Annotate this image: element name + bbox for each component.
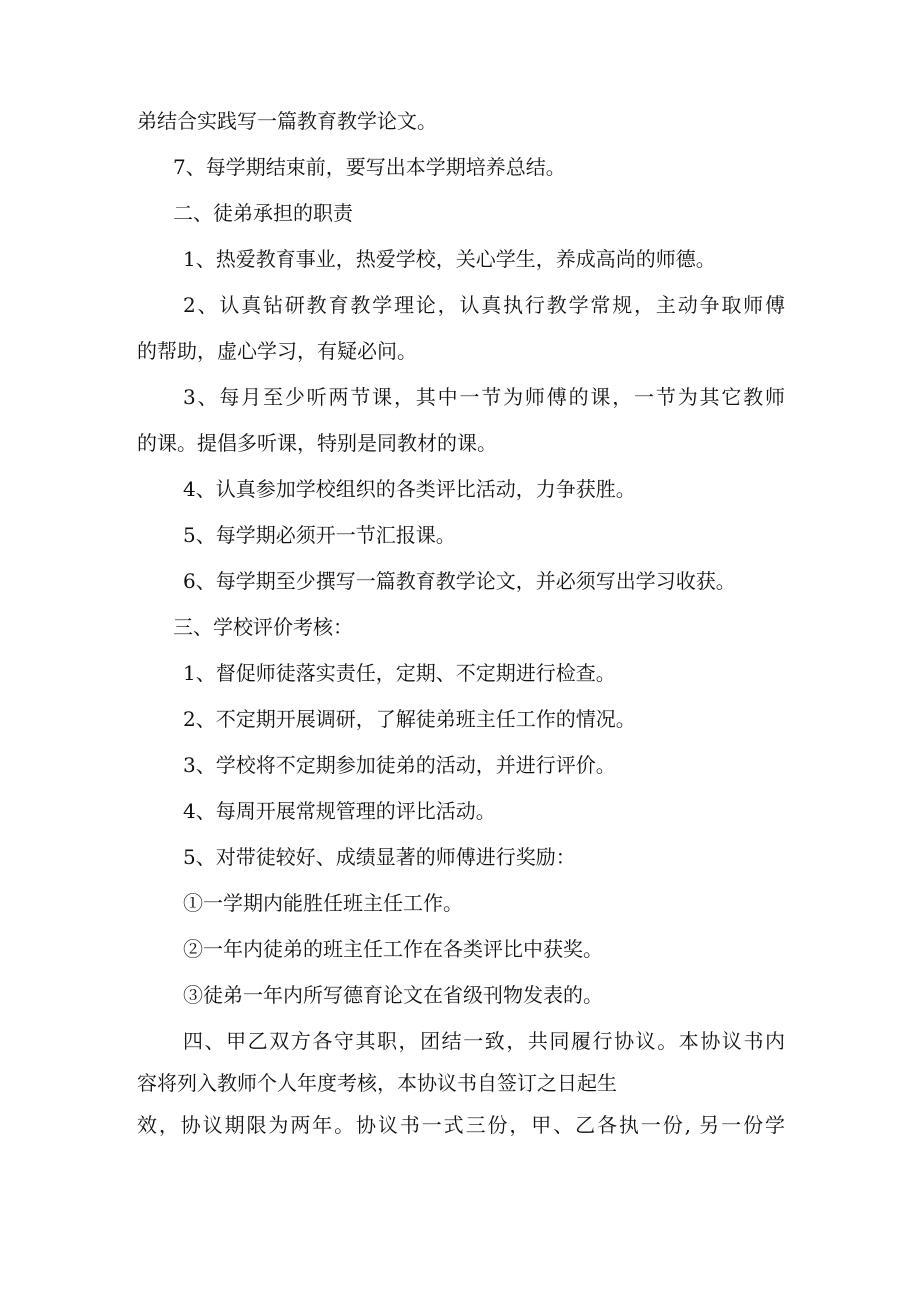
text-line: 2、认真钻研教育教学理论，认真执行教学常规，主动争取师傅 [183, 293, 785, 317]
document-body [137, 98, 785, 1148]
text-line: 3、学校将不定期参加徒弟的活动，并进行评价。 [183, 753, 616, 777]
section-heading: 三、学校评价考核： [173, 615, 353, 639]
text-line: 的帮助，虚心学习，有疑必问。 [137, 339, 417, 363]
text-line: ②一年内徒弟的班主任工作在各类评比中获奖。 [183, 937, 603, 961]
text-line: 7、每学期结束前，要写出本学期培养总结。 [173, 155, 566, 179]
text-line: 3、每月至少听两节课，其中一节为师傅的课，一节为其它教师 [183, 385, 785, 409]
text-line: 1、热爱教育事业，热爱学校，关心学生，养成高尚的师德。 [183, 247, 716, 271]
text-line: 4、每周开展常规管理的评比活动。 [183, 799, 496, 823]
text-line: 1、督促师徒落实责任，定期、不定期进行检查。 [183, 661, 616, 685]
section-heading: 二、徒弟承担的职责 [173, 201, 353, 225]
text-line: ①一学期内能胜任班主任工作。 [183, 891, 463, 915]
text-line: 6、每学期至少撰写一篇教育教学论文，并必须写出学习收获。 [183, 569, 736, 593]
text-line: 效，协议期限为两年。协议书一式三份，甲、乙各执一份, 另一份学 [137, 1113, 785, 1137]
text-line: 的课。提倡多听课，特别是同教材的课。 [137, 431, 497, 455]
section-heading: 四、甲乙双方各守其职，团结一致，共同履行协议。本协议书内 [183, 1029, 785, 1053]
text-line: 2、不定期开展调研，了解徒弟班主任工作的情况。 [183, 707, 636, 731]
text-line: 5、对带徒较好、成绩显著的师傅进行奖励： [183, 845, 576, 869]
text-line: 容将列入教师个人年度考核，本协议书自签订之日起生 [137, 1071, 617, 1095]
text-line: 4、认真参加学校组织的各类评比活动，力争获胜。 [183, 477, 636, 501]
text-line: 5、每学期必须开一节汇报课。 [183, 523, 456, 547]
text-line: 弟结合实践写一篇教育教学论文。 [137, 109, 437, 133]
text-line: ③徒弟一年内所写德育论文在省级刊物发表的。 [183, 983, 603, 1007]
